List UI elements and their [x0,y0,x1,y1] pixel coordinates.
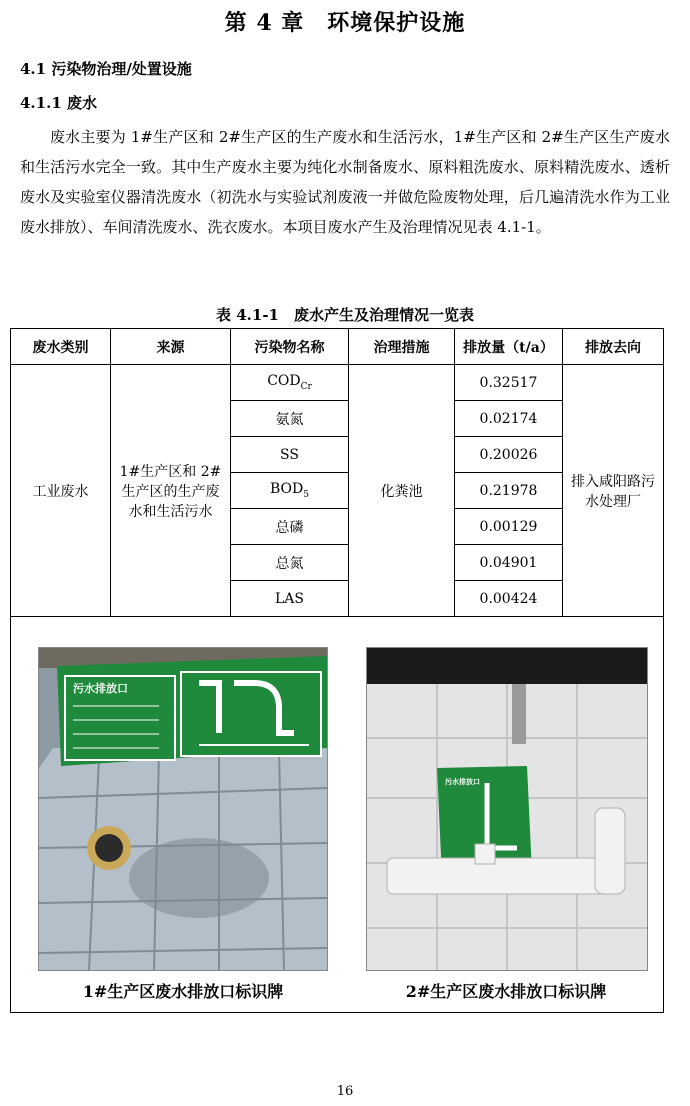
cell-amount: 0.04901 [455,545,563,581]
cell-pollutant-bod [231,473,349,509]
cell-source: 1#生产区和 2#生产区的生产废水和生活污水 [111,365,231,617]
page-number: 16 [336,1084,354,1099]
photo-caption-2: 2#生产区废水排放口标识牌 [405,982,607,1001]
photo-row [11,617,664,1013]
outlet-2-image [367,648,647,970]
photo-caption-1: 1#生产区废水排放口标识牌 [82,982,284,1001]
cell-pollutant: 总氮 [231,545,349,581]
cod-label: COD [267,373,301,390]
bod-label: BOD [270,481,304,498]
cod-subscript: Cr [300,381,312,392]
sign-label-1: 污水排放口 [73,682,128,695]
header-amount: 排放量（t/a） [455,329,563,365]
cell-amount: 0.20026 [455,437,563,473]
header-category: 废水类别 [11,329,111,365]
sign-label-2: 污水排放口 [445,778,480,786]
table-header-row [11,329,664,365]
cell-pollutant: SS [231,437,349,473]
photo-cell [11,617,664,1013]
section-heading: 4.1 污染物治理/处置设施 [20,60,192,78]
chapter-title: 第 4 章 环境保护设施 [224,10,466,36]
table-caption: 表 4.1-1 废水产生及治理情况一览表 [216,306,474,324]
cell-amount: 0.21978 [455,473,563,509]
cell-pollutant: 总磷 [231,509,349,545]
cell-category: 工业废水 [11,365,111,617]
cell-destination: 排入咸阳路污水处理厂 [563,365,664,617]
header-destination: 排放去向 [563,329,664,365]
header-measure: 治理措施 [349,329,455,365]
cell-amount: 0.02174 [455,401,563,437]
cell-measure: 化粪池 [349,365,455,617]
cell-pollutant: LAS [231,581,349,617]
bod-subscript: 5 [303,489,309,500]
cell-amount: 0.00424 [455,581,563,617]
cell-pollutant-cod [231,365,349,401]
outlet-1-image [39,648,327,970]
photo-outlet-2 [366,647,648,971]
header-pollutant: 污染物名称 [231,329,349,365]
body-paragraph: 废水主要为 1#生产区和 2#生产区的生产废水和生活污水，1#生产区和 2#生产区生产废水和生活污水完全一致。其中生产废水主要为纯化水制备废水、原料粗洗废水、原料精洗废水、透析废水及实验室仪器清洗废水（初洗水与实验试剂废液一并做危险废物处理，后几遍清洗水作为工业废水排放）、车间清洗废水、洗衣废水。本项目废水产生及治理情况见表 4.1-1。 [20,128,670,236]
wastewater-table [10,328,664,1013]
cell-amount: 0.32517 [455,365,563,401]
photo-outlet-1 [38,647,328,971]
header-source: 来源 [111,329,231,365]
cell-amount: 0.00129 [455,509,563,545]
table-row [11,365,664,401]
subsection-heading: 4.1.1 废水 [20,94,97,112]
cell-pollutant: 氨氮 [231,401,349,437]
